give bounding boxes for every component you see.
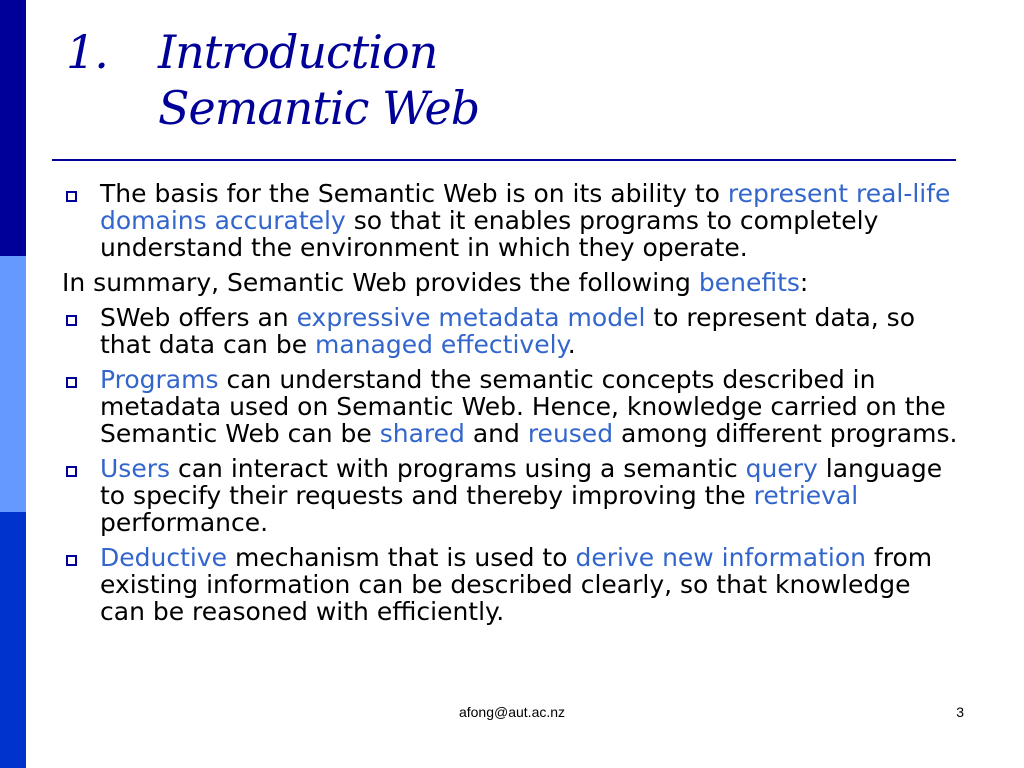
bullet-item-3: [62, 366, 962, 447]
footer-email: afong@aut.ac.nz: [458, 704, 566, 720]
highlight-run: Users: [100, 454, 171, 483]
square-bullet-icon: [66, 377, 77, 388]
square-bullet-icon: [66, 555, 77, 566]
highlight-run: managed effectively: [315, 330, 568, 359]
text-run: :: [799, 268, 809, 297]
bullet-item-1: [62, 180, 962, 261]
title-number: 1.: [66, 25, 108, 79]
bullet-item-4: [62, 455, 962, 536]
sidebar-band-bottom: [0, 512, 26, 768]
bullet-item-2: [62, 304, 962, 358]
text-run: to represent data, so that data can be: [100, 303, 915, 359]
highlight-run: represent real-life domains accurately: [100, 179, 951, 235]
highlight-run: reused: [527, 419, 614, 448]
page-number: 3: [956, 704, 964, 720]
highlight-run: benefits: [698, 268, 800, 297]
highlight-run: shared: [379, 419, 465, 448]
highlight-run: derive new information: [575, 543, 866, 572]
square-bullet-icon: [66, 191, 77, 202]
text-run: among different programs.: [613, 419, 958, 448]
slide-body: [62, 180, 962, 633]
sidebar-band-middle: [0, 256, 26, 512]
title-text-1: Introduction: [158, 25, 438, 79]
text-run: language to specify their requests and thereby improving the: [100, 454, 943, 510]
square-bullet-icon: [66, 315, 77, 326]
square-bullet-icon: [66, 466, 77, 477]
text-run: so that it enables programs to completely understand the environment in which they operate.: [100, 206, 879, 262]
text-run: can interact with programs using a semantic: [170, 454, 746, 483]
highlight-run: query: [745, 454, 818, 483]
text-run: can understand the semantic concepts described in metadata used on Semantic Web. Hence, knowledge carried on the Semantic Web can be: [100, 365, 946, 448]
highlight-run: retrieval: [753, 481, 859, 510]
text-run: In summary, Semantic Web provides the following: [62, 268, 699, 297]
text-run: from existing information can be described clearly, so that knowledge can be reasoned with efficiently.: [100, 543, 933, 626]
text-run: and: [464, 419, 528, 448]
text-run: SWeb offers an: [100, 303, 297, 332]
highlight-run: Programs: [100, 365, 219, 394]
title-divider: [52, 159, 956, 161]
highlight-run: Deductive: [100, 543, 228, 572]
title-line-1: [66, 24, 479, 80]
slide-title: [66, 24, 479, 136]
text-run: mechanism that is used to: [227, 543, 576, 572]
sidebar-band-top: [0, 0, 26, 256]
text-run: performance.: [100, 508, 269, 537]
highlight-run: expressive metadata model: [296, 303, 646, 332]
title-line-2: Semantic Web: [158, 81, 480, 135]
summary-line: [62, 269, 962, 296]
text-run: The basis for the Semantic Web is on its ability to: [100, 179, 728, 208]
bullet-item-5: [62, 544, 962, 625]
text-run: .: [567, 330, 576, 359]
